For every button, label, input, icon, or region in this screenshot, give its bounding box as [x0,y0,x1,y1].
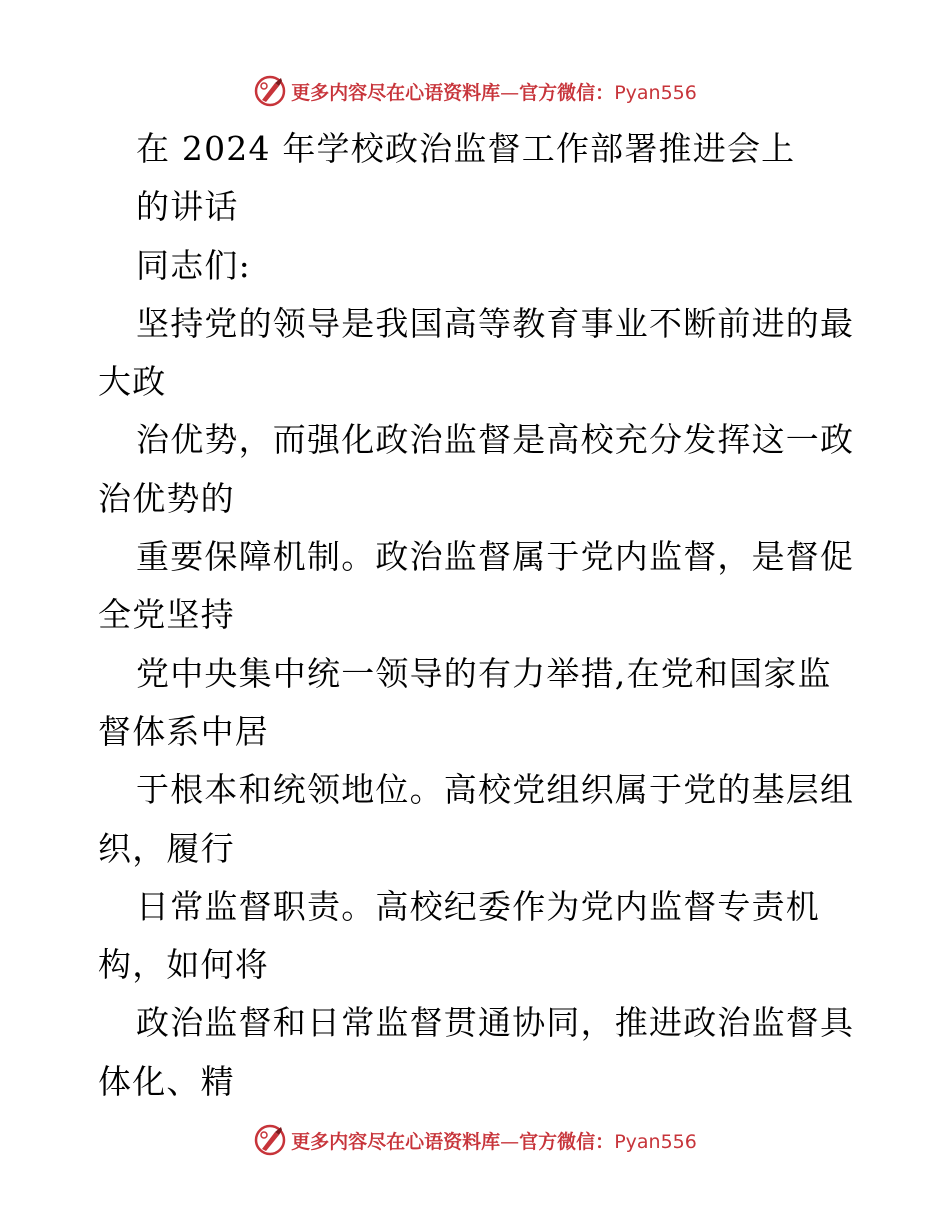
watermark-main-text: 更多内容尽在心语资料库 [291,81,501,104]
text-line: 党中央集中统一领导的有力举措,在党和国家监 [136,653,832,693]
text-line: 坚持党的领导是我国高等教育事业不断前进的最 [136,303,855,343]
watermark-dash: — [500,81,520,104]
watermark-text [291,78,697,105]
text-line: 全党坚持 [98,595,235,635]
watermark-dash: — [500,1130,520,1153]
watermark-main-text: 更多内容尽在心语资料库 [291,1130,501,1153]
text-line: 在 2024 年学校政治监督工作部署推进会上 [136,129,796,168]
text-line: 政治监督和日常监督贯通协同，推进政治监督具 [136,1003,855,1043]
text-line: 治优势，而强化政治监督是高校充分发挥这一政 [136,420,855,460]
text-line: 同志们: [136,245,251,285]
text-line: 体化、精 [98,1061,235,1101]
text-line: 的讲话 [136,187,239,227]
text-line: 督体系中居 [98,711,269,751]
quill-pen-logo-icon [253,74,287,108]
text-line: 日常监督职责。高校纪委作为党内监督专责机 [136,886,820,926]
watermark-wechat-id: Pyan556 [614,1130,697,1153]
footer-watermark [0,1120,950,1160]
text-line: 构，如何将 [98,945,269,985]
watermark-wechat-id: Pyan556 [614,81,697,104]
header-watermark [0,71,950,111]
watermark-label: 官方微信： [519,81,615,104]
watermark-text [291,1127,697,1154]
text-line: 于根本和统领地位。高校党组织属于党的基层组 [136,770,855,810]
text-line: 织，履行 [98,828,235,868]
text-line: 治优势的 [98,478,235,518]
text-line: 大政 [98,362,167,402]
quill-pen-logo-icon [253,1123,287,1157]
document-body [98,120,858,1111]
watermark-label: 官方微信： [519,1130,615,1153]
text-line: 重要保障机制。政治监督属于党内监督，是督促 [136,537,855,577]
